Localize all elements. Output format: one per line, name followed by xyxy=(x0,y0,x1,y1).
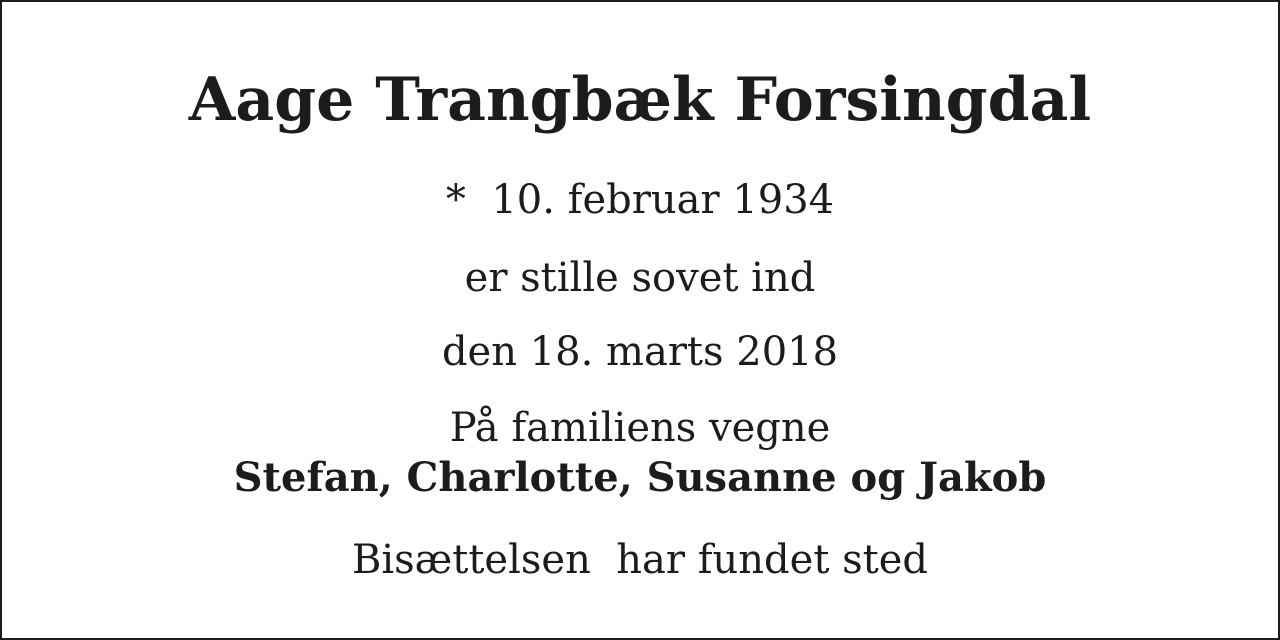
family-names: Stefan, Charlotte, Susanne og Jakob xyxy=(233,454,1047,501)
passing-text: er stille sovet ind xyxy=(464,255,816,301)
family-intro: På familiens vegne xyxy=(449,405,831,451)
death-date: den 18. marts 2018 xyxy=(441,329,839,375)
birth-date: * 10. februar 1934 xyxy=(445,177,835,223)
deceased-name: Aage Trangbæk Forsingdal xyxy=(188,65,1092,135)
funeral-note: Bisættelsen har fundet sted xyxy=(351,537,929,583)
